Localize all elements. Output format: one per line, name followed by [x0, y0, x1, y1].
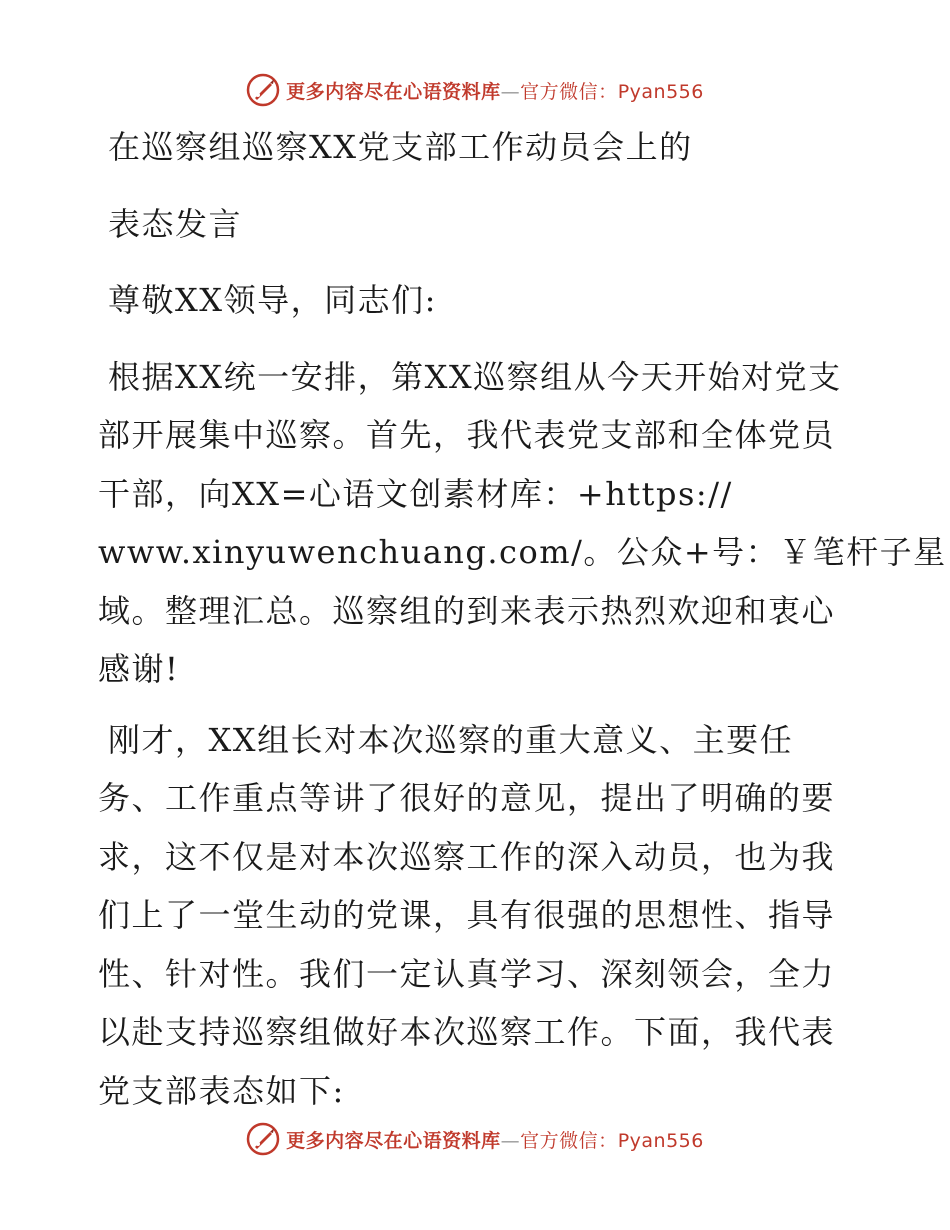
paragraph-2-line: 求，这不仅是对本次巡察工作的深入动员，也为我	[98, 837, 836, 876]
paragraph-2-line: 刚才，XX组长对本次巡察的重大意义、主要任	[108, 720, 794, 759]
header-banner	[0, 70, 950, 110]
paragraph-2-line: 们上了一堂生动的党课，具有很强的思想性、指导	[98, 896, 836, 934]
paragraph-1	[98, 348, 947, 699]
document-body	[98, 118, 947, 1120]
paragraph-1-line: 域。整理汇总。巡察组的到来表示热烈欢迎和衷心	[98, 591, 836, 630]
paragraph-2-line: 以赴支持巡察组做好本次巡察工作。下面，我代表	[98, 1013, 836, 1051]
paragraph-2-line: 务、工作重点等讲了很好的意见，提出了明确的要	[98, 779, 836, 817]
header-separator: —	[500, 80, 521, 103]
footer-wechat-id: Pyan556	[617, 1129, 704, 1152]
footer-banner	[0, 1119, 950, 1159]
header-wechat-label: 官方微信：	[520, 80, 618, 103]
paragraph-1-line: 感谢!	[98, 650, 180, 688]
document-title-line-2: 表态发言	[108, 204, 243, 243]
paragraph-1-line: 根据XX统一安排，第XX巡察组从今天开始对党支	[108, 357, 842, 396]
header-banner-text	[286, 77, 704, 104]
header-promo-text: 更多内容尽在心语资料库	[286, 80, 501, 103]
quill-logo-icon	[246, 1122, 280, 1156]
footer-separator: —	[500, 1129, 521, 1152]
paragraph-1-line: 部开展集中巡察。首先，我代表党支部和全体党员	[98, 416, 836, 454]
paragraph-1-line: www.xinyuwenchuang.com/。公众+号：￥笔杆子星	[98, 533, 947, 571]
footer-wechat-label: 官方微信：	[520, 1129, 618, 1152]
paragraph-2-line: 性、针对性。我们一定认真学习、深刻领会，全力	[98, 954, 836, 993]
paragraph-2	[98, 711, 858, 1121]
quill-logo-icon	[246, 73, 280, 107]
document-title-line-1: 在巡察组巡察XX党支部工作动员会上的	[108, 128, 693, 166]
salutation: 尊敬XX领导，同志们:	[108, 281, 437, 319]
footer-banner-text	[286, 1126, 704, 1153]
paragraph-1-line: 干部，向XX=心语文创素材库：+https://	[98, 474, 733, 513]
header-wechat-id: Pyan556	[617, 80, 704, 103]
footer-promo-text: 更多内容尽在心语资料库	[286, 1129, 501, 1152]
paragraph-2-line: 党支部表态如下:	[98, 1071, 345, 1110]
